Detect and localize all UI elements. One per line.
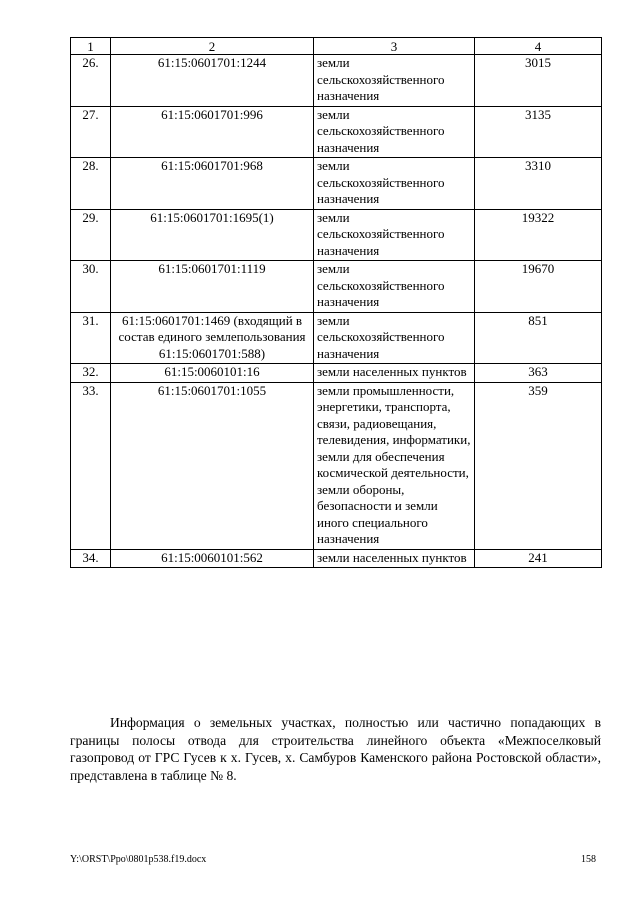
table-header-row bbox=[71, 38, 602, 55]
land-category: земли сельскохозяйственного назначения bbox=[314, 158, 475, 210]
cadastral-number: 61:15:0060101:16 bbox=[111, 364, 314, 383]
row-number: 34. bbox=[71, 549, 111, 568]
table-row bbox=[71, 364, 602, 383]
plot-area: 19322 bbox=[475, 209, 602, 261]
column-header: 3 bbox=[314, 38, 475, 55]
footer-file-path: Y:\ORST\Ppo\0801p538.f19.docx bbox=[70, 854, 207, 865]
plot-area: 3310 bbox=[475, 158, 602, 210]
column-header: 4 bbox=[475, 38, 602, 55]
land-category: земли сельскохозяйственного назначения bbox=[314, 55, 475, 107]
page-number: 158 bbox=[581, 854, 596, 865]
table-row bbox=[71, 158, 602, 210]
plot-area: 241 bbox=[475, 549, 602, 568]
land-category: земли населенных пунктов bbox=[314, 364, 475, 383]
land-plots-table bbox=[70, 37, 602, 568]
land-category: земли сельскохозяйственного назначения bbox=[314, 312, 475, 364]
land-category: земли сельскохозяйственного назначения bbox=[314, 261, 475, 313]
row-number: 28. bbox=[71, 158, 111, 210]
table-row bbox=[71, 106, 602, 158]
table-row bbox=[71, 261, 602, 313]
land-category: земли сельскохозяйственного назначения bbox=[314, 106, 475, 158]
row-number: 31. bbox=[71, 312, 111, 364]
row-number: 26. bbox=[71, 55, 111, 107]
land-category: земли сельскохозяйственного назначения bbox=[314, 209, 475, 261]
plot-area: 3015 bbox=[475, 55, 602, 107]
cadastral-number: 61:15:0601701:1244 bbox=[111, 55, 314, 107]
cadastral-number: 61:15:0601701:1055 bbox=[111, 382, 314, 549]
row-number: 32. bbox=[71, 364, 111, 383]
cadastral-number: 61:15:0601701:996 bbox=[111, 106, 314, 158]
cadastral-number: 61:15:0601701:968 bbox=[111, 158, 314, 210]
cadastral-number: 61:15:0601701:1695(1) bbox=[111, 209, 314, 261]
plot-area: 851 bbox=[475, 312, 602, 364]
plot-area: 19670 bbox=[475, 261, 602, 313]
cadastral-number: 61:15:0601701:1119 bbox=[111, 261, 314, 313]
plot-area: 363 bbox=[475, 364, 602, 383]
column-header: 2 bbox=[111, 38, 314, 55]
table-row bbox=[71, 382, 602, 549]
table-row bbox=[71, 209, 602, 261]
row-number: 27. bbox=[71, 106, 111, 158]
row-number: 29. bbox=[71, 209, 111, 261]
cadastral-number: 61:15:0601701:1469 (входящий в состав единого землепользования 61:15:0601701:588) bbox=[111, 312, 314, 364]
row-number: 33. bbox=[71, 382, 111, 549]
plot-area: 359 bbox=[475, 382, 602, 549]
table-row bbox=[71, 549, 602, 568]
table-row bbox=[71, 55, 602, 107]
land-category: земли населенных пунктов bbox=[314, 549, 475, 568]
column-header: 1 bbox=[71, 38, 111, 55]
info-paragraph: Информация о земельных участках, полностью или частично попадающих в границы полосы отвода для строительства линейного объекта «Межпоселковый газопровод от ГРС Гусев к х. Гусев, х. Самбуров Каменского района Ростовской области», представлена в таблице № 8. bbox=[70, 715, 601, 783]
cadastral-number: 61:15:0060101:562 bbox=[111, 549, 314, 568]
row-number: 30. bbox=[71, 261, 111, 313]
plot-area: 3135 bbox=[475, 106, 602, 158]
table-row bbox=[71, 312, 602, 364]
land-category: земли промышленности, энергетики, транспорта, связи, радиовещания, телевидения, информатики, земли для обеспечения космической деятельности, земли обороны, безопасности и земли иного специального назначения bbox=[314, 382, 475, 549]
